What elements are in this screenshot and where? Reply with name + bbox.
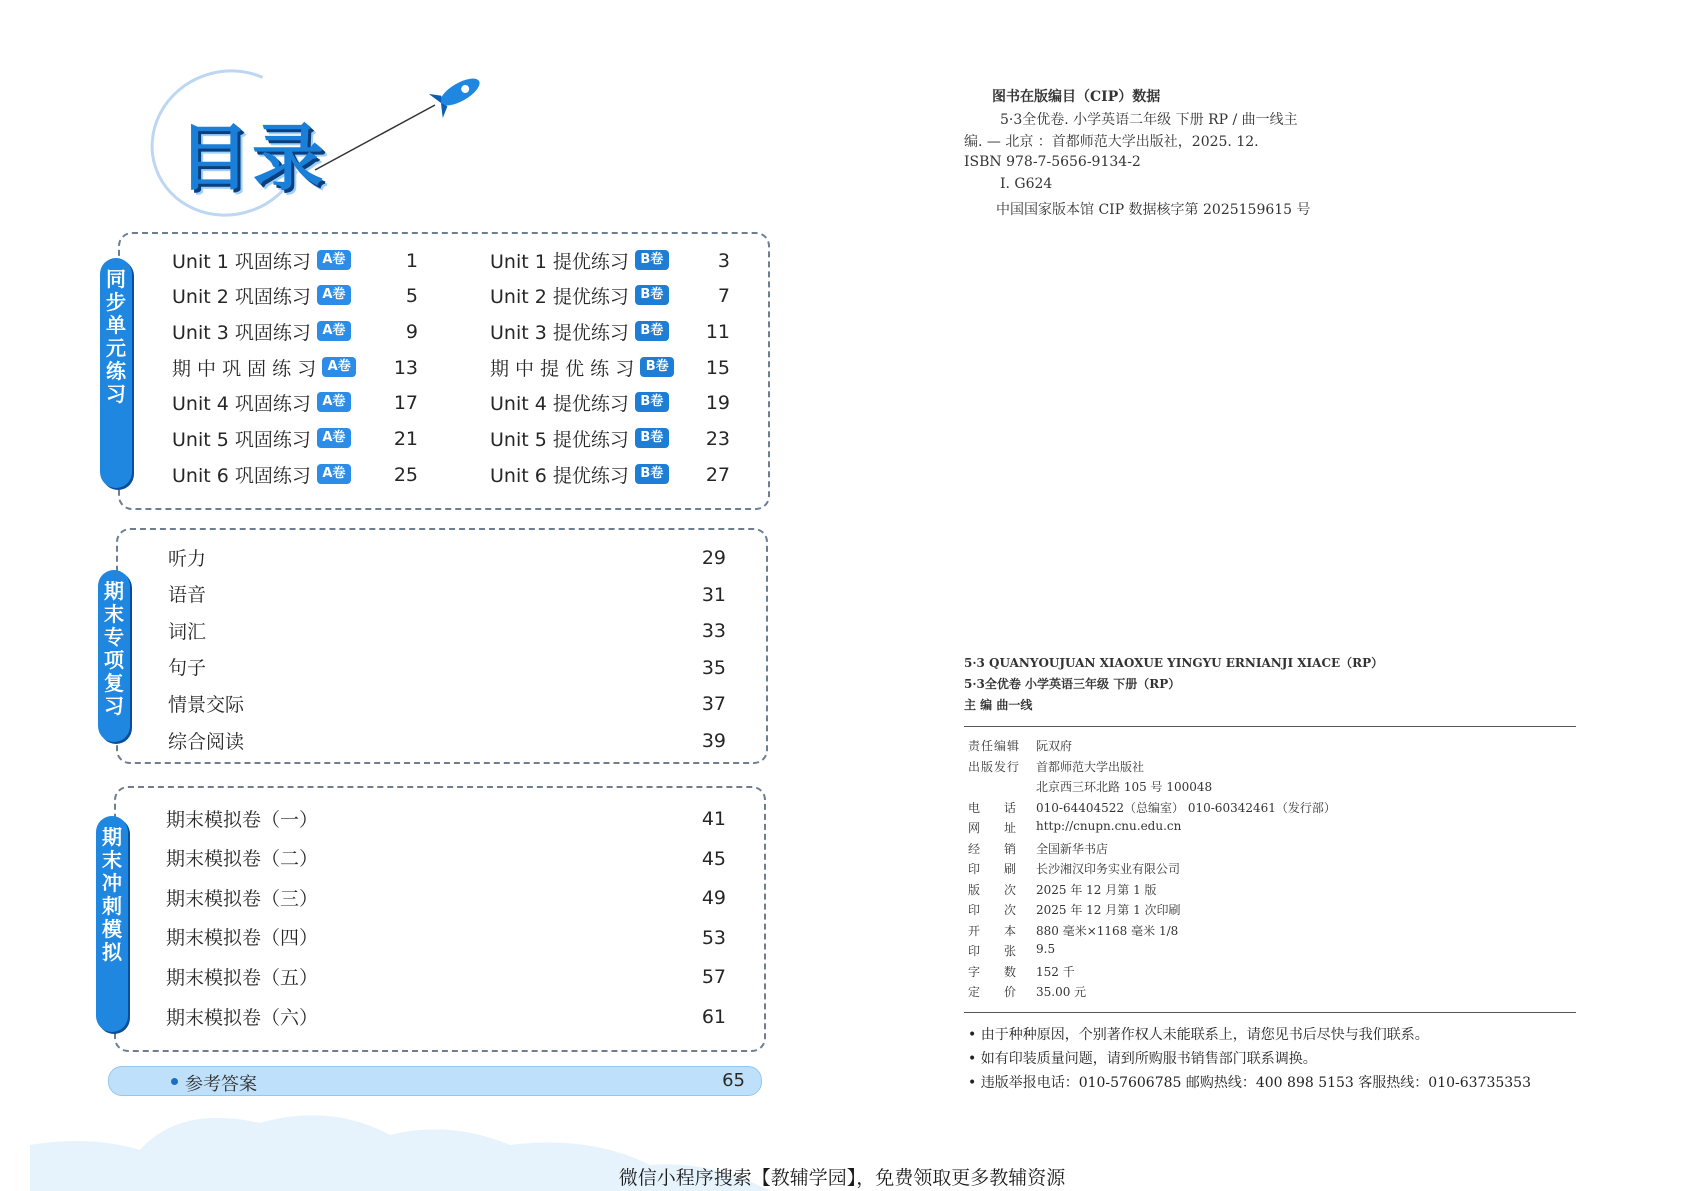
section-tab-char: 项 — [104, 648, 124, 672]
toc-row — [172, 245, 351, 275]
toc-entry-title: Unit 4 巩固练习 — [172, 392, 311, 415]
toc-entry-page: 1 — [405, 250, 418, 272]
toc-title-block — [150, 70, 510, 220]
imprint-label: 网址 — [968, 821, 1041, 835]
toc-row — [168, 688, 244, 718]
toc-entry-title: Unit 6 巩固练习 — [172, 464, 311, 487]
toc-entry-title: 听力 — [168, 547, 207, 570]
toc-entry-page: 33 — [701, 620, 726, 643]
toc-entry-page: 15 — [705, 357, 730, 379]
paper-level-badge: B卷 — [635, 464, 669, 484]
toc-entry-title: Unit 3 提优练习 — [490, 321, 629, 344]
imprint-label: 责任编辑 — [968, 739, 1021, 753]
toc-entry-title: 期末模拟卷（一） — [166, 808, 319, 831]
toc-entry-title: 期 中 提 优 练 习 — [490, 357, 635, 380]
rocket-icon — [310, 70, 510, 180]
toc-entry-page: 35 — [701, 656, 726, 679]
toc-row — [166, 843, 318, 873]
toc-row — [168, 579, 206, 609]
toc-row — [490, 387, 669, 417]
divider — [964, 1012, 1576, 1013]
section-tab-char: 末 — [104, 602, 124, 626]
toc-entry-page: 41 — [701, 808, 726, 830]
toc-row — [168, 652, 206, 682]
answer-key-title: 参考答案 — [185, 1074, 257, 1095]
toc-entry-page: 19 — [705, 392, 730, 414]
bullet-icon — [171, 1078, 178, 1085]
imprint-value: 2025 年 12 月第 1 版 — [1036, 882, 1157, 897]
imprint-label: 印张 — [968, 944, 1041, 958]
toc-row — [490, 423, 669, 453]
imprint-value: 9.5 — [1036, 942, 1056, 956]
toc-entry-title: 期末模拟卷（五） — [166, 966, 319, 989]
toc-row — [490, 316, 669, 346]
toc-entry-page: 23 — [705, 428, 730, 450]
section-tab-char: 练 — [106, 359, 126, 383]
imprint-label: 出版发行 — [968, 759, 1021, 774]
imprint-label: 电话 — [968, 800, 1041, 815]
paper-level-badge: A卷 — [317, 285, 351, 305]
toc-row — [166, 882, 318, 912]
toc-row — [490, 459, 669, 489]
toc-row — [172, 280, 351, 310]
toc-entry-page: 39 — [701, 730, 726, 752]
toc-row — [172, 316, 351, 346]
imprint-value: 152 千 — [1036, 964, 1075, 979]
imprint-value: 首都师范大学出版社 — [1036, 759, 1145, 774]
imprint-value: 2025 年 12 月第 1 次印刷 — [1036, 903, 1181, 917]
answer-key-page: 65 — [722, 1070, 745, 1091]
paper-level-badge: A卷 — [322, 357, 356, 377]
footer-promo-text: 微信小程序搜索【教辅学园】，免费领取更多教辅资源 — [618, 1167, 1066, 1189]
toc-entry-page: 5 — [405, 285, 418, 307]
section-tab-char: 期 — [102, 825, 122, 849]
imprint-value: 35.00 元 — [1036, 985, 1087, 999]
cip-line: ISBN 978-7-5656-9134-2 — [964, 153, 1141, 170]
paper-level-badge: A卷 — [317, 428, 351, 448]
imprint-value: 880 毫米×1168 毫米 1/8 — [1036, 923, 1179, 938]
toc-entry-page: 31 — [701, 583, 726, 606]
section-tab-char: 刺 — [102, 894, 122, 918]
toc-entry-title: Unit 4 提优练习 — [490, 392, 629, 415]
toc-entry-page: 13 — [393, 357, 418, 379]
section-tab-mock — [96, 816, 128, 1032]
toc-entry-title: 期末模拟卷（四） — [166, 927, 319, 950]
section-tab-char: 习 — [106, 382, 126, 406]
paper-level-badge: B卷 — [640, 357, 674, 377]
toc-entry-title: 词汇 — [168, 620, 207, 643]
toc-entry-title: 综合阅读 — [168, 730, 245, 753]
toc-entry-title: 语音 — [168, 584, 207, 607]
toc-row — [168, 542, 206, 572]
toc-entry-title: 期末模拟卷（三） — [166, 887, 319, 910]
toc-entry-title: 期 中 巩 固 练 习 — [172, 357, 317, 380]
section-tab-char: 元 — [106, 336, 126, 360]
imprint-label: 版次 — [968, 882, 1041, 897]
paper-level-badge: A卷 — [317, 321, 351, 341]
toc-row — [490, 352, 674, 382]
cip-line: 编. — 北京 ：首都师范大学出版社，2025. 12. — [964, 134, 1259, 150]
toc-entry-page: 53 — [701, 926, 726, 949]
toc-entry-title: Unit 5 提优练习 — [490, 428, 629, 451]
toc-entry-page: 17 — [393, 392, 418, 414]
toc-entry-title: 期末模拟卷（六） — [166, 1006, 319, 1029]
toc-entry-title: Unit 2 提优练习 — [490, 285, 629, 308]
paper-level-badge: A卷 — [317, 250, 351, 270]
imprint-value: 长沙湘汉印务实业有限公司 — [1036, 862, 1181, 876]
toc-entry-title: Unit 5 巩固练习 — [172, 428, 311, 451]
paper-level-badge: B卷 — [635, 392, 669, 412]
toc-row — [172, 387, 351, 417]
section-tab-review — [98, 570, 130, 742]
toc-entry-page: 3 — [717, 250, 730, 272]
toc-row — [490, 280, 669, 310]
toc-row — [166, 1001, 318, 1031]
cip-line: Ⅰ. G624 — [1000, 176, 1053, 192]
paper-level-badge: A卷 — [317, 464, 351, 484]
toc-entry-title: 句子 — [168, 657, 207, 680]
toc-entry-page: 11 — [705, 321, 730, 343]
toc-entry-page: 27 — [705, 464, 730, 486]
cip-line: 图书在版编目（CIP）数据 — [992, 89, 1161, 105]
section-tab-char: 冲 — [102, 871, 122, 895]
answer-key-bar — [108, 1066, 762, 1096]
toc-entry-page: 37 — [701, 693, 726, 716]
toc-entry-title: Unit 1 巩固练习 — [172, 250, 311, 273]
divider — [964, 726, 1576, 727]
imprint-note: • 由于种种原因，个别著作权人未能联系上，请您见书后尽快与我们联系。 — [968, 1027, 1429, 1043]
toc-entry-page: 45 — [701, 847, 726, 870]
section-tab-char: 步 — [106, 290, 126, 314]
imprint-value: 010-64404522（总编室） 010-60342461（发行部） — [1036, 800, 1336, 815]
section-tab-char: 专 — [104, 625, 124, 649]
page-title: 目录 — [178, 116, 327, 200]
paper-level-badge: A卷 — [317, 392, 351, 412]
toc-entry-page: 29 — [701, 547, 726, 569]
toc-entry-title: Unit 3 巩固练习 — [172, 321, 311, 344]
paper-level-badge: B卷 — [635, 250, 669, 270]
section-tab-char: 末 — [102, 848, 122, 872]
toc-row — [172, 352, 356, 382]
toc-entry-page: 9 — [405, 321, 418, 343]
section-tab-char: 同 — [106, 267, 126, 291]
imprint-label: 印次 — [968, 903, 1041, 917]
imprint-value: 全国新华书店 — [1036, 841, 1109, 856]
imprint-label: 开本 — [968, 923, 1041, 938]
toc-row — [166, 922, 318, 952]
section-tab-char: 复 — [104, 671, 124, 695]
section-tab-sync-unit — [100, 258, 132, 488]
imprint-note: • 如有印装质量问题，请到所购服书销售部门联系调换。 — [968, 1051, 1317, 1067]
toc-entry-page: 7 — [717, 285, 730, 307]
section-tab-char: 单 — [106, 313, 126, 337]
toc-entry-page: 49 — [701, 887, 726, 910]
imprint-note: • 违版举报电话：010-57606785 邮购热线：400 898 5153 客服热线：010-63735353 — [968, 1075, 1531, 1091]
imprint-heading-line: 5·3全优卷 小学英语三年级 下册（RP） — [964, 677, 1181, 691]
section-tab-char: 期 — [104, 579, 124, 603]
toc-entry-page: 57 — [701, 966, 726, 989]
imprint-label: 经销 — [968, 841, 1041, 856]
imprint-label: 印刷 — [968, 862, 1041, 876]
toc-entry-title: Unit 6 提优练习 — [490, 464, 629, 487]
toc-entry-title: 情景交际 — [168, 693, 245, 716]
toc-entry-title: 期末模拟卷（二） — [166, 848, 319, 871]
toc-row — [168, 725, 244, 755]
imprint-value: 阮双府 — [1036, 739, 1073, 753]
toc-row — [166, 803, 318, 833]
imprint-label: 字数 — [968, 964, 1041, 979]
section-tab-char: 习 — [104, 694, 124, 718]
toc-row — [172, 459, 351, 489]
toc-row — [172, 423, 351, 453]
imprint-heading-line: 5·3 QUANYOUJUAN XIAOXUE YINGYU ERNIANJI XIACE（RP） — [964, 656, 1384, 670]
toc-entry-page: 25 — [393, 464, 418, 486]
cip-line: 5·3全优卷. 小学英语二年级 下册 RP / 曲一线主 — [1000, 111, 1298, 128]
imprint-heading-line: 主 编 曲一线 — [964, 698, 1033, 712]
paper-level-badge: B卷 — [635, 321, 669, 341]
imprint-value: 北京西三环北路 105 号 100048 — [1036, 780, 1213, 794]
toc-row — [490, 245, 669, 275]
imprint-value: http://cnupn.cnu.edu.cn — [1036, 819, 1182, 833]
paper-level-badge: B卷 — [635, 428, 669, 448]
section-tab-char: 模 — [102, 917, 122, 941]
section-tab-char: 拟 — [102, 940, 122, 964]
toc-entry-page: 21 — [393, 428, 418, 450]
toc-entry-title: Unit 2 巩固练习 — [172, 285, 311, 308]
toc-row — [166, 961, 318, 991]
toc-entry-title: Unit 1 提优练习 — [490, 250, 629, 273]
paper-level-badge: B卷 — [635, 285, 669, 305]
toc-entry-page: 61 — [701, 1006, 726, 1028]
imprint-label: 定价 — [968, 985, 1041, 999]
cip-line: 中国国家版本馆 CIP 数据核字第 2025159615 号 — [996, 201, 1311, 218]
toc-row — [168, 615, 206, 645]
